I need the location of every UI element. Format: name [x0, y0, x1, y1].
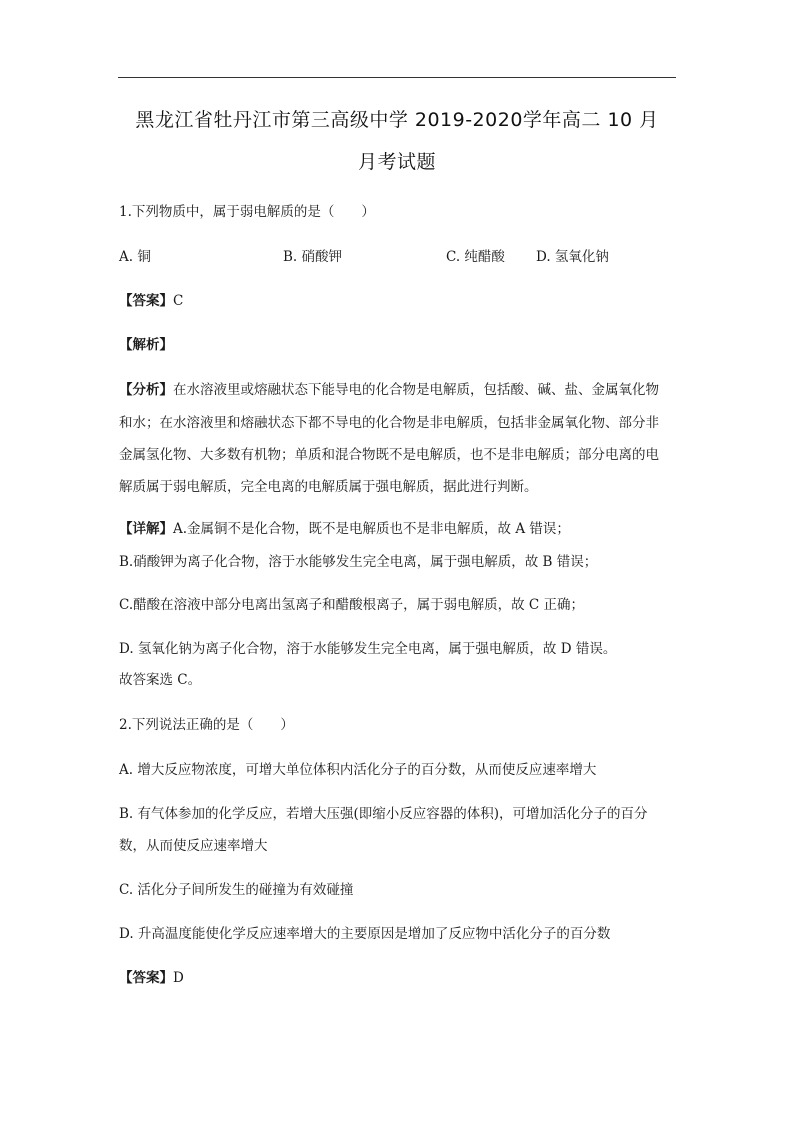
- fenxi-line-1: [119, 378, 659, 398]
- question-1-stem: 1.下列物质中，属于弱电解质的是（ ）: [119, 204, 375, 220]
- question-2-answer: [119, 966, 184, 986]
- answer-label: 【答案】: [119, 293, 173, 309]
- fenxi-text: 在水溶液里或熔融状态下能导电的化合物是电解质，包括酸、碱、盐、金属氧化物: [173, 382, 659, 398]
- answer-value: D: [173, 970, 184, 986]
- question-2-option-a: A. 增大反应物浓度，可增大单位体积内活化分子的百分数，从而使反应速率增大: [119, 762, 597, 778]
- fenxi-line-2: 和水；在水溶液里和熔融状态下都不导电的化合物是非电解质，包括非金属氧化物、部分非: [119, 415, 659, 431]
- exam-title-line2: 月考试题: [357, 151, 436, 173]
- fenxi-line-3: 金属氢化物、大多数有机物；单质和混合物既不是电解质，也不是非电解质；部分电离的电: [119, 447, 659, 463]
- fenxi-line-4: 解质属于弱电解质，完全电离的电解质属于强电解质，据此进行判断。: [119, 479, 538, 495]
- question-1-option-d: D. 氢氧化钠: [536, 249, 609, 265]
- question-2-option-b-cont: 数，从而使反应速率增大: [119, 838, 268, 854]
- exam-title-line1: 黑龙江省牡丹江市第三高级中学 2019-2020学年高二 10 月: [135, 109, 659, 131]
- fenxi-label: 【分析】: [119, 382, 173, 398]
- question-2-stem: 2.下列说法正确的是（ ）: [119, 717, 294, 733]
- analysis-heading: 【解析】: [119, 337, 173, 353]
- question-2-option-d: D. 升高温度能使化学反应速率增大的主要原因是增加了反应物中活化分子的百分数: [119, 926, 611, 942]
- answer-label: 【答案】: [119, 970, 173, 986]
- question-1-option-b: B. 硝酸钾: [283, 249, 343, 265]
- xiangjie-line-4: D. 氢氧化钠为离子化合物，溶于水能够发生完全电离，属于强电解质，故 D 错误。: [119, 641, 617, 657]
- xiangjie-conclusion: 故答案选 C。: [119, 672, 202, 688]
- header-rule: [118, 77, 676, 78]
- question-1-option-a: A. 铜: [119, 249, 151, 265]
- question-1-answer: [119, 289, 183, 309]
- xiangjie-line-3: C.醋酸在溶液中部分电离出氢离子和醋酸根离子，属于弱电解质，故 C 正确；: [119, 597, 585, 613]
- answer-value: C: [173, 293, 184, 309]
- xiangjie-line-2: B.硝酸钾为离子化合物，溶于水能够发生完全电离，属于强电解质，故 B 错误；: [119, 554, 598, 570]
- xiangjie-line-1: [119, 517, 570, 537]
- question-2-option-c: C. 活化分子间所发生的碰撞为有效碰撞: [119, 882, 354, 898]
- xiangjie-label: 【详解】: [119, 521, 173, 537]
- xiangjie-text: A.金属铜不是化合物，既不是电解质也不是非电解质，故 A 错误；: [173, 521, 570, 537]
- question-2-option-b: B. 有气体参加的化学反应，若增大压强(即缩小反应容器的体积)，可增加活化分子的百分: [119, 806, 648, 822]
- question-1-option-c: C. 纯醋酸: [446, 249, 505, 265]
